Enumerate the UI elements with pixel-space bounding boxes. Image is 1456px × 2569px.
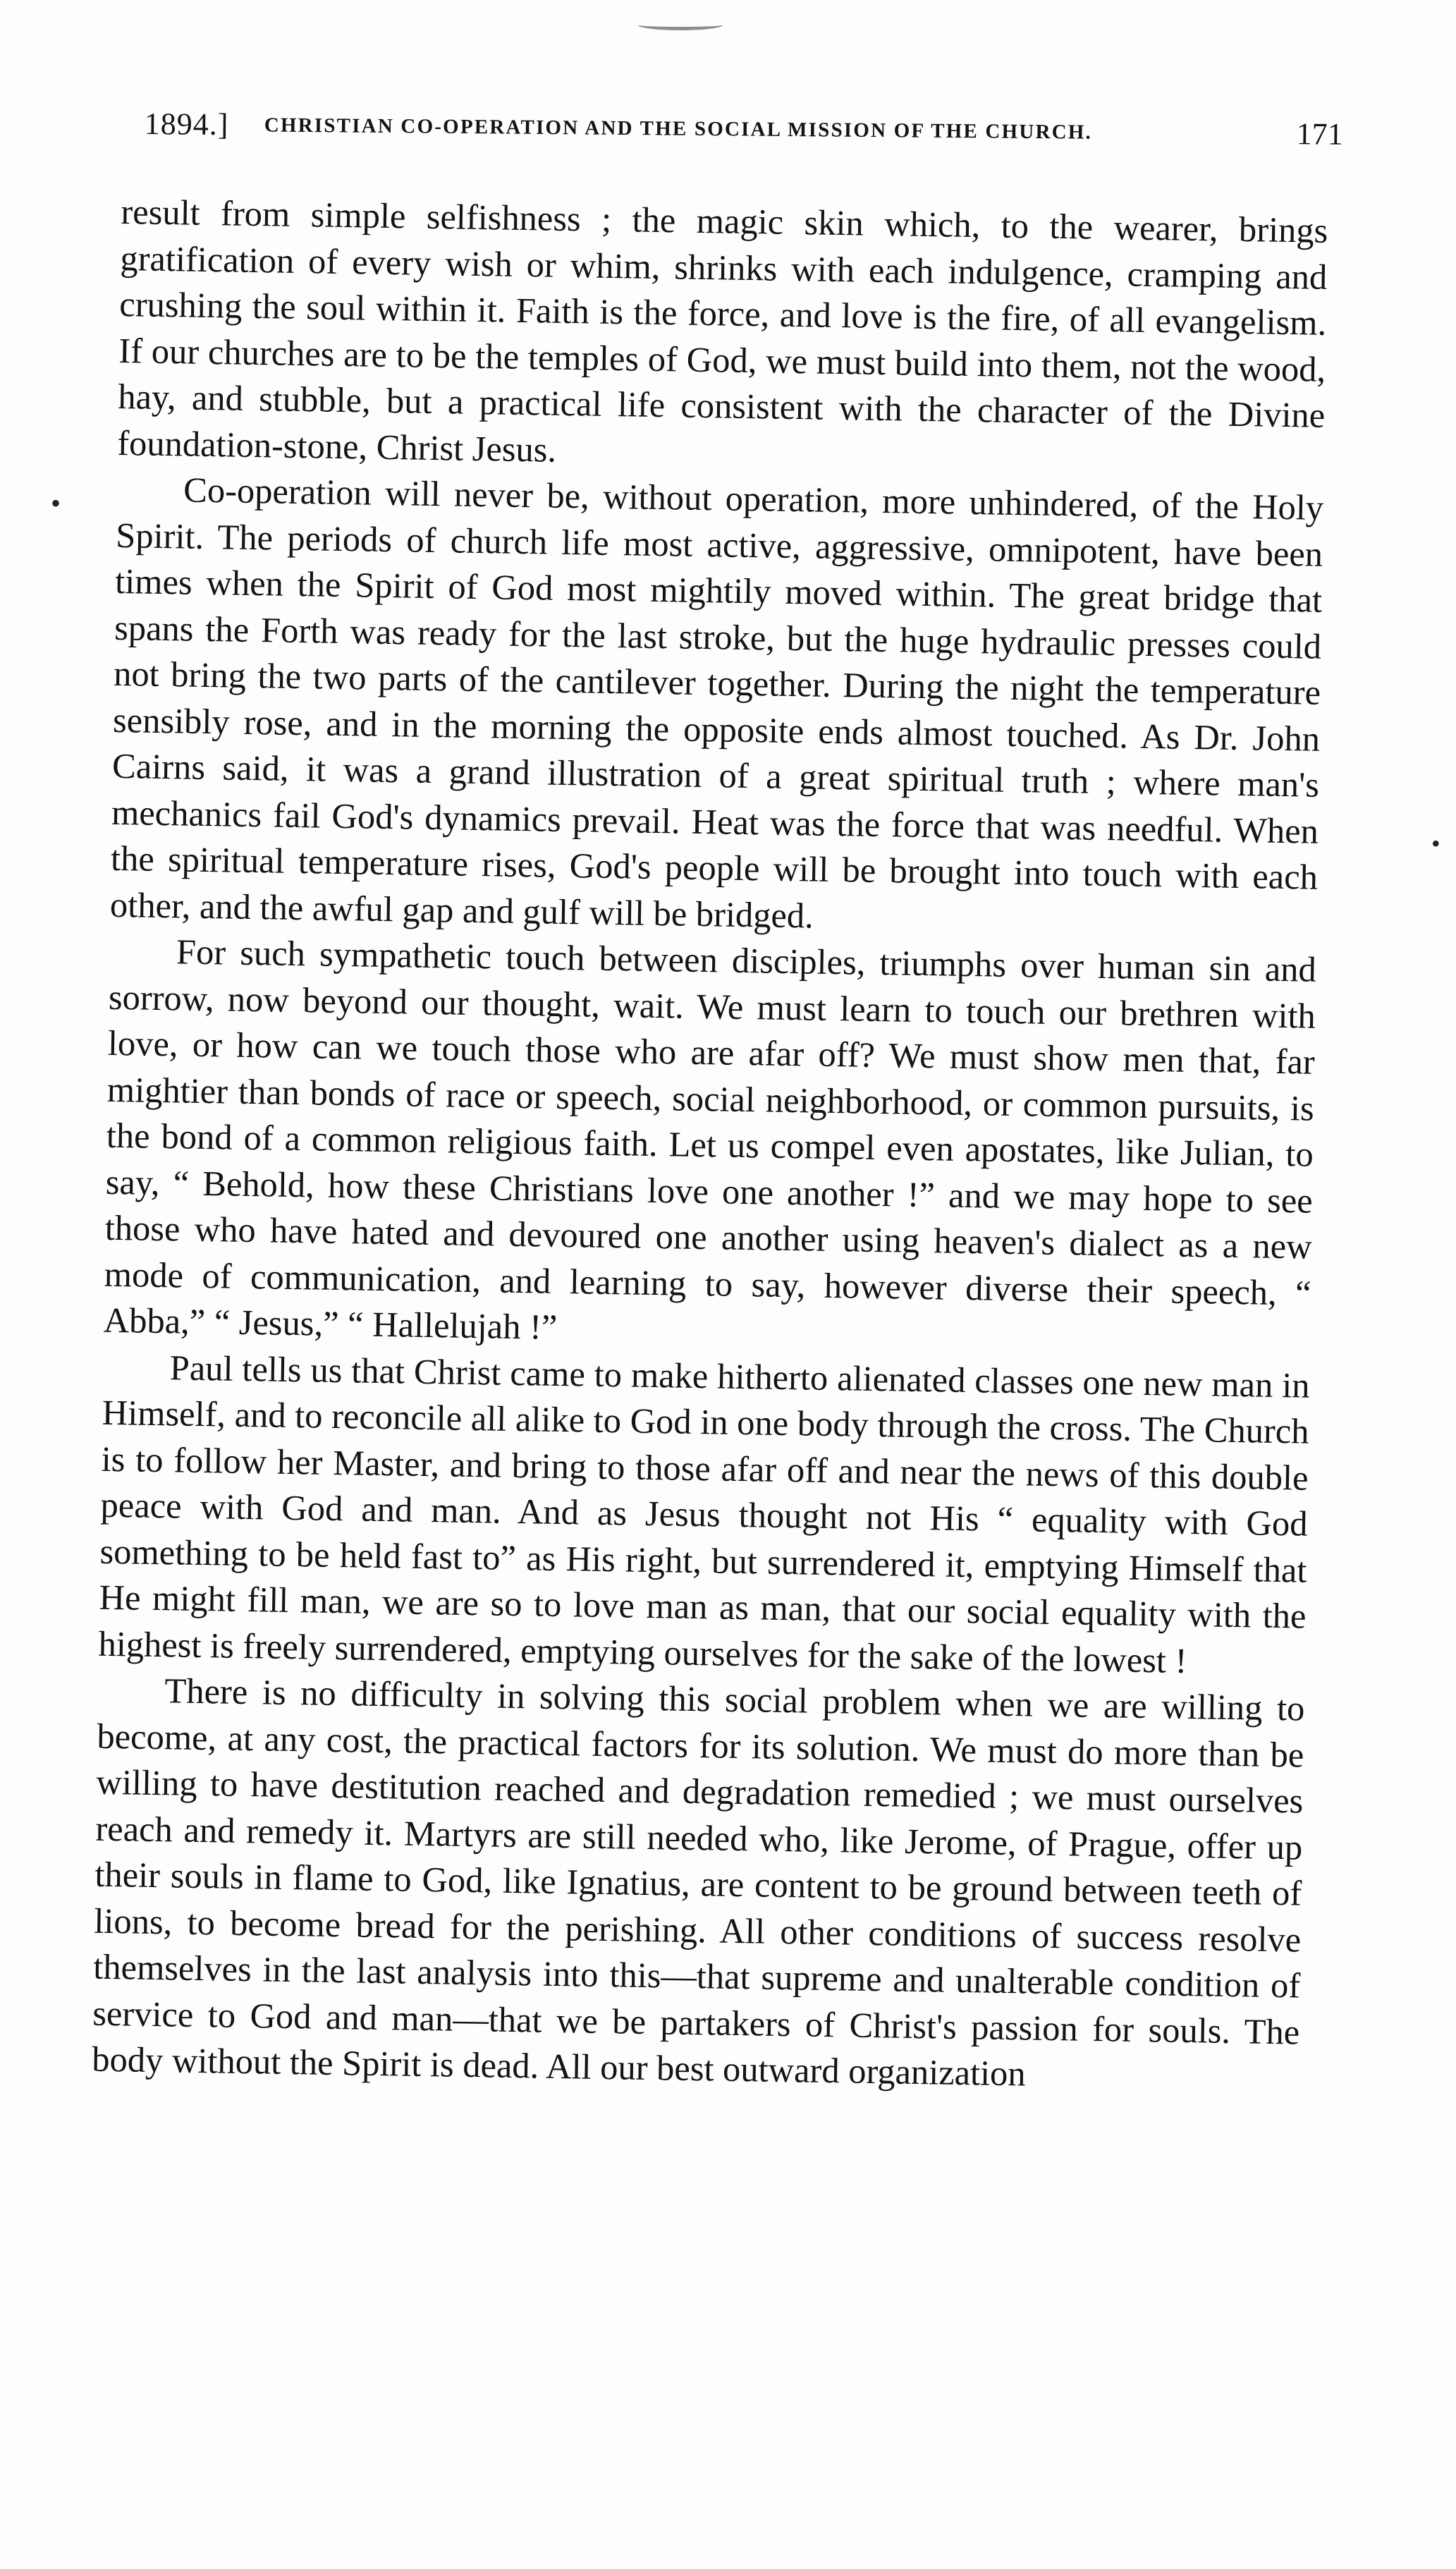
paragraph-5: There is no difficulty in solving this social problem when we are willing to become, at any cost, the practical factors for its solution. We must do more than be willing to have destitution reached and degradation remedied ; we must ourselves reach and remedy it. Martyrs are still needed who, like Jerome, of Prague, offer up their souls in flame to God, like Ignatius, are content to be ground between teeth of lions, to become bread for the perishing. All other conditions of success resolve themselves in the last analysis into this—that supreme and unalterable condition of service to God and man—that we be partakers of Christ's passion for souls. The body without the Spirit is dead. All our best outward organization bbox=[91, 1671, 1305, 2094]
running-head-title: CHRISTIAN CO-OPERATION AND THE SOCIAL MISSION OF THE CHURCH. bbox=[264, 114, 1093, 144]
paragraph-4: Paul tells us that Christ came to make hitherto alienated classes one new man in Himself, and to reconcile all alike to God in one body through the cross. The Church is to follow her Master, and bring to those afar off and near the news of this double peace with God and man. And as Jesus thought not His “ equality with God something to be held fast to” as His right, but surrendered it, emptying Himself that He might fill man, we are so to love man as man, that our social equality with the highest is freely surrendered, emptying ourselves for the sake of the lowest ! bbox=[98, 1347, 1311, 1680]
paragraph-2: Co-operation will never be, without operation, more unhindered, of the Holy Spirit. The periods of church life most active, aggressive, omnipotent, have been times when the Spirit of God most mightily moved within. The great bridge that spans the Forth was ready for the last stroke, but the huge hydraulic presses could not bring the two parts of the cantilever together. During the night the temperature sensibly rose, and in the morning the opposite ends almost touched. As Dr. John Cairns said, it was a grand illustration of a great spiritual truth ; where man's mechanics fail God's dynamics prevail. Heat was the force that was needful. When the spiritual temperature rises, God's people will be brought into touch with each other, and the awful gap and gulf will be bridged. bbox=[109, 470, 1324, 936]
margin-dot-mark: • bbox=[51, 487, 61, 519]
scan-artifact-mark bbox=[638, 20, 723, 30]
paragraph-3: For such sympathetic touch between disciples, triumphs over human sin and sorrow, now beyond our thought, wait. We must learn to touch our brethren with love, or how can we touch those who are afar off? We must show men that, far mightier than bonds of race or speech, social neighborhood, or common pursuits, is the bond of a common religious faith. Let us compel even apostates, like Julian, to say, “ Behold, how these Christians love one another !” and we may hope to see those who have hated and devoured one another using heaven's dialect as a new mode of communication, and learning to say, however diverse their speech, “ Abba,” “ Jesus,” “ Hallelujah !” bbox=[103, 932, 1317, 1347]
paragraph-1: result from simple selfishness ; the magic skin which, to the wearer, brings gratification of every wish or whim, shrinks with each indulgence, cramping and crushing the soul within it. Faith is the force, and love is the fire, of all evangelism. If our churches are to be the temples of God, we must build into them, not the wood, hay, and stubble, but a practical life consistent with the character of the Divine foundation-stone, Christ Jesus. bbox=[116, 191, 1328, 470]
page-number: 171 bbox=[1296, 116, 1343, 152]
running-head-year: 1894.] bbox=[144, 106, 229, 142]
body-text bbox=[92, 189, 1328, 2101]
margin-dot-mark: • bbox=[1431, 829, 1440, 858]
running-head bbox=[144, 106, 1343, 166]
